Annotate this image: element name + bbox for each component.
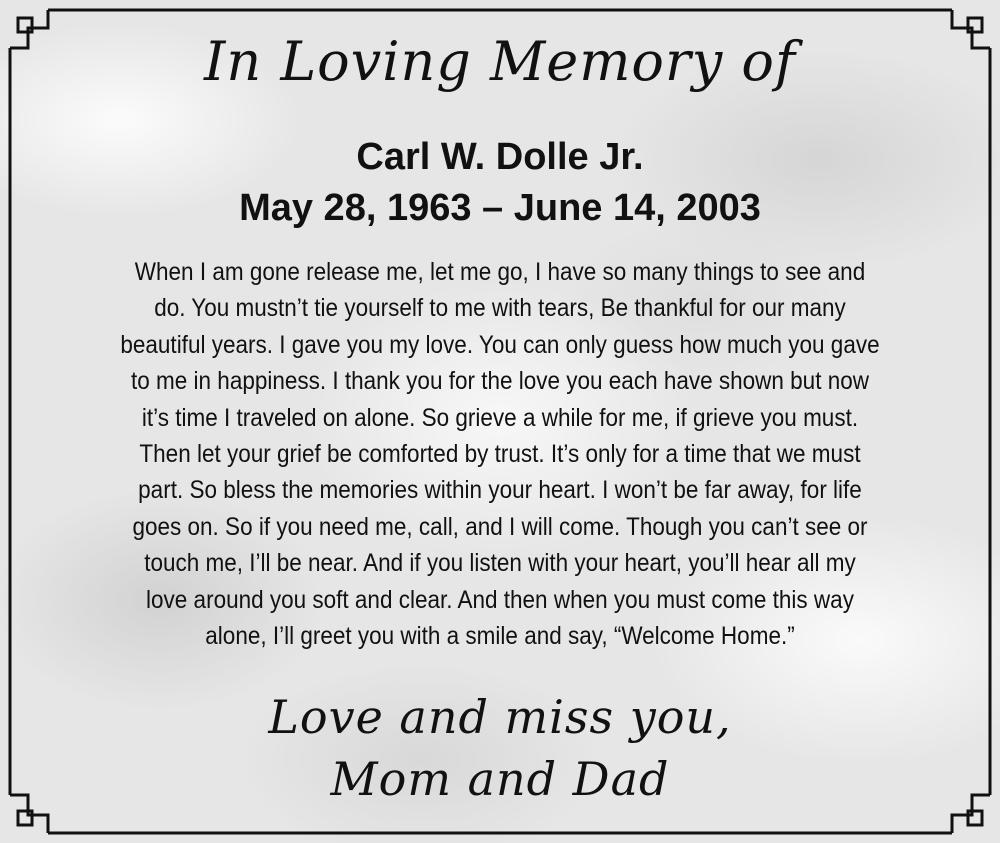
deceased-name: Carl W. Dolle Jr. — [356, 136, 644, 178]
poem-line: it’s time I traveled on alone. So grieve a while for me, if grieve you must. — [141, 403, 859, 432]
closing-love-line: Love and miss you, — [268, 690, 732, 744]
poem-line: part. So bless the memories within your heart. I won’t be far away, for life — [138, 476, 862, 505]
closing-signature: Mom and Dad — [330, 752, 670, 806]
poem-text — [72, 254, 929, 654]
poem-line: Then let your grief be comforted by trust. It’s only for a time that we must — [139, 440, 861, 469]
poem-line: love around you soft and clear. And then when you must come this way — [146, 585, 854, 614]
poem-line: When I am gone release me, let me go, I have so many things to see and — [134, 258, 866, 286]
poem-line: do. You mustn’t tie yourself to me with tears, Be thankful for our many — [154, 294, 846, 323]
poem-line: to me in happiness. I thank you for the love you each have shown but now — [131, 367, 869, 396]
poem-line: goes on. So if you need me, call, and I will come. Though you can’t see or — [132, 512, 868, 541]
poem-line: alone, I’ll greet you with a smile and say, “Welcome Home.” — [205, 622, 795, 651]
poem-line: beautiful years. I gave you my love. You can only guess how much you gave — [120, 330, 880, 359]
heading-in-loving-memory: In Loving Memory of — [204, 30, 796, 93]
poem-line: touch me, I’ll be near. And if you listen with your heart, you’ll hear all my — [144, 549, 856, 578]
life-dates: May 28, 1963 – June 14, 2003 — [239, 187, 761, 229]
